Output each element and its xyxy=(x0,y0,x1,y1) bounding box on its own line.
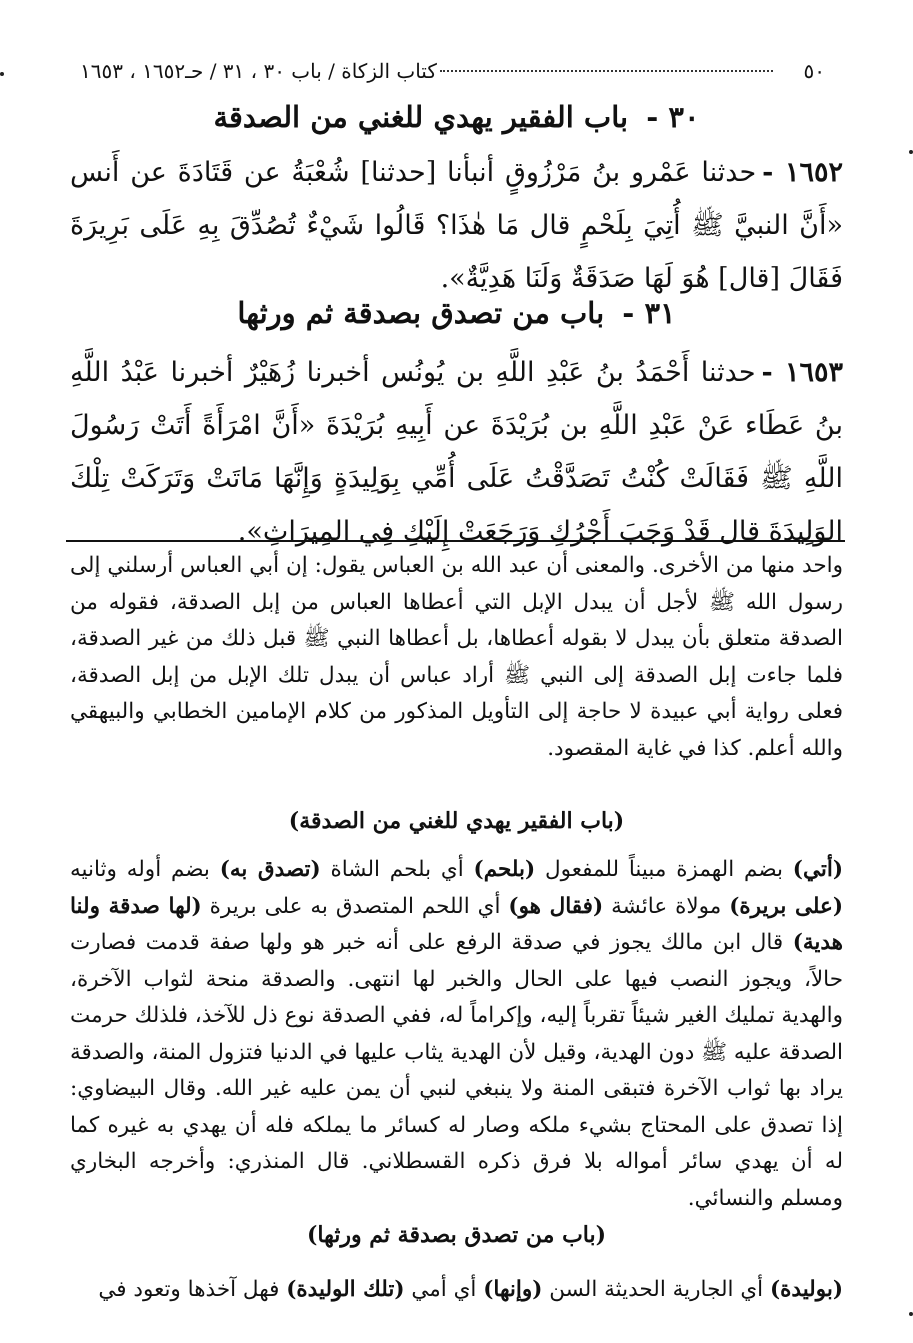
commentary-paragraph-1: واحد منها من الأخرى. والمعنى أن عبد الله بن العباس يقول: إن أبي العباس أرسلني إلى رسول الله ﷺ لأجل أن يبدل الإبل التي أعطاها العباس من إبل الصدقة، فقوله من الصدقة متعلق بأن يبدل لا بقوله أعطاها، بل أعطاها النبي ﷺ قبل ذلك من غير الصدقة، فلما جاءت إبل الصدقة إلى النبي ﷺ أراد عباس أن يبدل تلك الإبل من إبل الصدقة، فعلى رواية أبي عبيدة لا حاجة إلى التأويل المذكور من كلام الإمامين الخطابي والبيهقي والله أعلم. كذا في غاية المقصود. xyxy=(70,553,843,761)
bab-31-heading-block xyxy=(70,296,843,330)
bab-31-title xyxy=(70,296,843,330)
keyword-faqala-huwa: (فقال هو) xyxy=(508,893,604,919)
keyword-wa-innaha: (وإنها) xyxy=(483,1277,543,1302)
commentary-paragraph-2-block xyxy=(70,852,843,1217)
bab-30-word: باب xyxy=(583,100,629,134)
commentary-heading-30: (باب الفقير يهدي للغني من الصدقة) xyxy=(288,808,625,834)
hadith-1653-number: ١٦٥٣ - xyxy=(761,357,843,388)
hadith-1653 xyxy=(70,346,843,558)
hadith-1652-number: ١٦٥٢ - xyxy=(762,157,843,188)
gloss-text: أي الجارية الحديثة السن xyxy=(542,1277,770,1302)
keyword-bi-walida: (بوليدة) xyxy=(769,1277,843,1302)
gloss-text: بضم أوله وثانيه xyxy=(70,857,220,882)
hadith-1652 xyxy=(70,146,843,305)
keyword-laha-sadaqa: (لها صدقة ولنا هدية) xyxy=(70,893,843,955)
commentary-heading-30-block xyxy=(70,808,843,834)
commentary-block xyxy=(70,548,843,767)
hadith-1653-block xyxy=(70,346,843,558)
bab-31-text: من تصدق بصدقة ثم ورثها xyxy=(237,296,550,330)
commentary-heading-31-block xyxy=(70,1222,843,1248)
footnote-separator xyxy=(66,540,845,542)
page-number: ٥٠ xyxy=(803,59,825,83)
keyword-tilka-al-walida: (تلك الوليدة) xyxy=(286,1277,405,1302)
commentary-paragraph-3-block xyxy=(70,1272,843,1309)
gloss-text: فهل آخذها وتعود في xyxy=(98,1277,287,1302)
keyword-ala-barira: (على بريرة) xyxy=(729,893,843,919)
scan-edge-mark xyxy=(909,150,913,154)
keyword-tusuddiqa-bihi: (تصدق به) xyxy=(219,857,321,882)
hadith-1652-block xyxy=(70,146,843,305)
keyword-uti: (أتي) xyxy=(792,857,844,882)
commentary-paragraph-3 xyxy=(70,1272,843,1309)
running-header xyxy=(70,56,843,86)
dotted-leader xyxy=(440,70,773,72)
commentary-paragraph-2 xyxy=(70,852,843,1217)
gloss-text: مولاة عائشة xyxy=(603,893,730,919)
gloss-text: قال ابن مالك يجوز في صدقة الرفع على أنه خبر هو ولها صفة قدمت فصارت حالاً، ويجوز النصب فيها على الحال والخبر لها انتهى. والصدقة منحة لثواب الآخرة، والهدية تمليك الغير شيئاً تقرباً إليه، وإكراماً له، ففي الصدقة نوع ذل للآخذ، فلذلك حرمت الصدقة عليه ﷺ دون الهدية، وقيل لأن الهدية يثاب عليها في الدنيا فتزول المنة، والصدقة يراد بها ثواب الآخرة فتبقى المنة ولا ينبغي لنبي أن يمن عليه غير الله. وقال البيضاوي: إذا تصدق على المحتاج بشيء ملكه وصار له كسائر ما يملكه فله أن يهدي به غيره كما له أن يهدي سائر أمواله بلا فرق ذكره القسطلاني. قال المنذري: وأخرجه البخاري ومسلم والنسائي. xyxy=(70,930,843,1211)
scan-edge-mark xyxy=(909,1312,913,1316)
gloss-text: أي اللحم المتصدق به على بريرة xyxy=(201,893,509,919)
bab-30-text: الفقير يهدي للغني من الصدقة xyxy=(213,100,574,134)
bab-30-title xyxy=(70,100,843,134)
bab-31-number: ٣١ - xyxy=(622,296,676,330)
bab-30-heading-block xyxy=(70,100,843,134)
bab-31-word: باب xyxy=(559,296,605,330)
hadith-1653-text: حدثنا أَحْمَدُ بنُ عَبْدِ اللَّهِ بن يُونُس أخبرنا زُهَيْرٌ أخبرنا عَبْدُ اللَّهِ بنُ عَطَاء عَنْ عَبْدِ اللَّهِ بن بُرَيْدَةَ عن أَبِيهِ بُرَيْدَةَ «أَنَّ امْرَأَةً أَتَتْ رَسُولَ اللَّهِ ﷺ فَقَالَتْ كُنْتُ تَصَدَّقْتُ عَلَى أُمِّي بِوَلِيدَةٍ وَإِنَّهَا مَاتَتْ وَتَرَكَتْ تِلْكَ الوَلِيدَةَ قال قَدْ وَجَبَ أَجْرُكِ وَرَجَعَتْ إِلَيْكِ فِي المِيرَاثِ». xyxy=(70,357,843,547)
scan-edge-mark xyxy=(0,72,4,76)
hadith-1652-text: حدثنا عَمْرو بنُ مَرْزُوقٍ أنبأنا [حدثنا] شُعْبَةُ عن قَتَادَةَ عن أَنس «أَنَّ النبيَّ ﷺ أُتِيَ بِلَحْمٍ قال مَا هٰذَا؟ قَالُوا شَيْءٌ تُصُدِّقَ بِهِ عَلَى بَرِيرَةَ فَقَالَ [قال] هُوَ لَهَا صَدَقَةٌ وَلَنَا هَدِيَّةٌ». xyxy=(70,157,843,294)
keyword-bilahm: (بلحم) xyxy=(473,857,536,882)
gloss-text: أي بلحم الشاة xyxy=(320,857,474,882)
bab-30-number: ٣٠ - xyxy=(646,100,700,134)
running-title: كتاب الزكاة / باب ٣٠ ، ٣١ / حـ١٦٥٢ ، ١٦٥٣ xyxy=(80,59,437,83)
commentary-heading-31: (باب من تصدق بصدقة ثم ورثها) xyxy=(306,1222,607,1248)
gloss-text: بضم الهمزة مبيناً للمفعول xyxy=(535,857,793,882)
gloss-text: أي أمي xyxy=(404,1277,484,1302)
